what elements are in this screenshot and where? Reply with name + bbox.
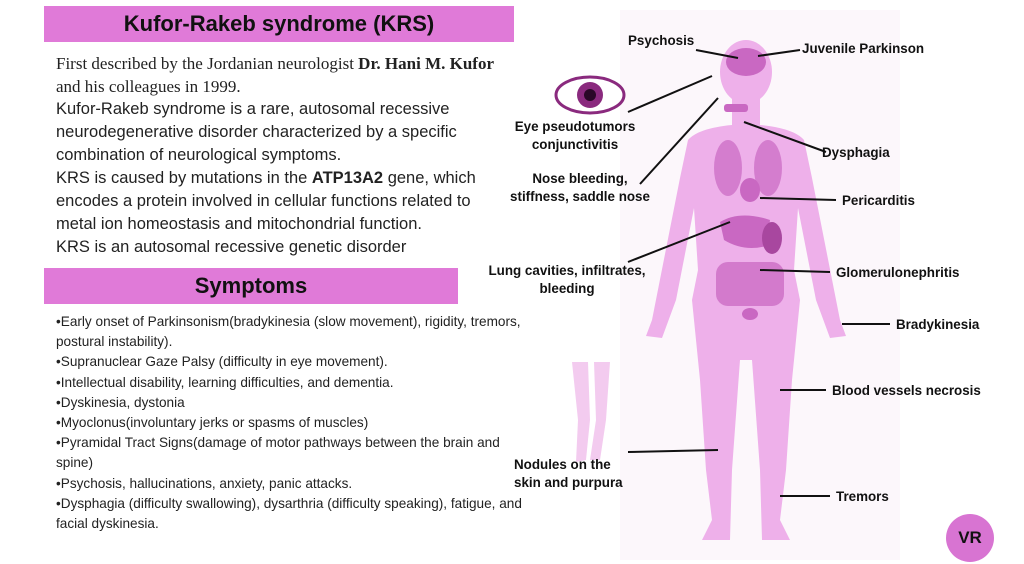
label-nodules-line1: Nodules on the xyxy=(514,457,611,472)
intro-para2: Kufor-Rakeb syndrome is a rare, autosomal recessive neurodegenerative disorder characterized by a specific combination of neurological symptoms. xyxy=(56,100,457,164)
label-juvenile-parkinson: Juvenile Parkinson xyxy=(802,41,925,56)
eye-illustration xyxy=(556,77,624,113)
legs-inset xyxy=(572,362,610,462)
heart xyxy=(740,178,760,202)
intro-para3-gene: ATP13A2 xyxy=(311,169,384,187)
symptom-item: •Dyskinesia, dystonia xyxy=(56,394,185,410)
symptoms-heading: Symptoms xyxy=(44,268,458,304)
label-pericarditis: Pericarditis xyxy=(842,193,915,208)
intro-line1-name: Dr. Hani M. Kufor xyxy=(358,54,495,73)
label-lung-line2: bleeding xyxy=(539,281,595,296)
intro-line1-suffix: and his colleagues in 1999. xyxy=(56,77,241,96)
symptom-item: •Pyramidal Tract Signs(damage of motor pathways between the brain and spine) xyxy=(56,435,500,471)
label-tremors: Tremors xyxy=(836,489,889,504)
symptom-item: •Dysphagia (difficulty swallowing), dysarthria (difficulty speaking), fatigue, and facial dyskinesia. xyxy=(56,495,522,532)
symptom-item: •Myoclonus(involuntary jerks or spasms of muscles) xyxy=(56,415,369,431)
page-title: Kufor-Rakeb syndrome (KRS) xyxy=(44,6,514,42)
label-nose-line1: Nose bleeding, xyxy=(532,171,628,186)
stomach xyxy=(762,222,782,254)
intro-text xyxy=(56,52,506,259)
intro-para4: KRS is an autosomal recessive genetic disorder xyxy=(56,238,407,256)
lung-left xyxy=(714,140,742,196)
intro-para3-prefix: KRS is caused by mutations in the xyxy=(56,169,312,187)
label-eye-line1: Eye pseudotumors xyxy=(514,119,636,134)
label-nose xyxy=(502,170,658,206)
bladder xyxy=(742,308,758,320)
label-blood-vessels-necrosis: Blood vessels necrosis xyxy=(832,383,981,398)
symptom-item: •Early onset of Parkinsonism(bradykinesia (slow movement), rigidity, tremors, postural instability). xyxy=(56,314,521,350)
vr-badge: VR xyxy=(946,514,994,562)
label-eye-line2: conjunctivitis xyxy=(531,137,619,152)
label-psychosis: Psychosis xyxy=(628,33,695,48)
label-dysphagia: Dysphagia xyxy=(822,145,890,160)
symptom-item: •Intellectual disability, learning difficulties, and dementia. xyxy=(56,374,394,390)
label-lung-line1: Lung cavities, infiltrates, xyxy=(488,263,646,278)
intestines xyxy=(716,262,784,306)
label-nodules xyxy=(514,456,623,492)
intro-line1-prefix: First described by the Jordanian neurologist xyxy=(56,54,359,73)
label-nose-line2: stiffness, saddle nose xyxy=(510,189,650,204)
label-glomerulonephritis: Glomerulonephritis xyxy=(836,265,960,280)
intro-line1 xyxy=(56,52,506,98)
symptom-item: •Supranuclear Gaze Palsy (difficulty in eye movement). xyxy=(56,354,388,370)
brain xyxy=(726,48,766,76)
intro-para3-suffix: gene, which encodes a protein involved in cellular functions related to metal ion homeostasis and mitochondrial function. xyxy=(56,169,476,233)
symptom-item: •Psychosis, hallucinations, anxiety, panic attacks. xyxy=(56,475,353,491)
throat xyxy=(724,104,748,112)
intro-para3 xyxy=(56,167,506,236)
label-bradykinesia: Bradykinesia xyxy=(896,317,980,332)
label-nodules-line2: skin and purpura xyxy=(514,475,623,490)
label-eye xyxy=(506,118,644,154)
symptoms-list xyxy=(56,312,536,534)
label-lung xyxy=(480,262,654,298)
